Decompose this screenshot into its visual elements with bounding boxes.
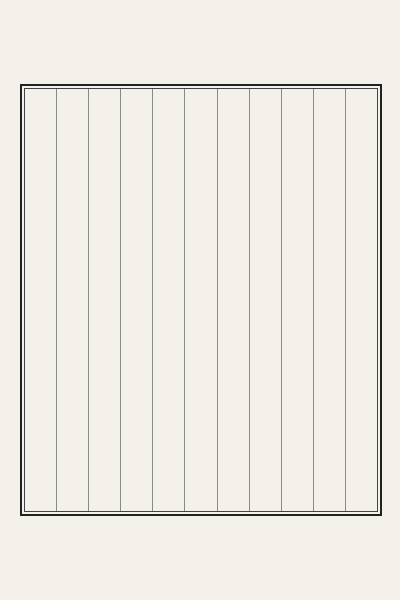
text-columns — [24, 88, 378, 512]
text-column — [249, 89, 281, 511]
text-frame — [20, 84, 382, 516]
text-column — [217, 89, 249, 511]
text-column — [25, 89, 56, 511]
text-column — [152, 89, 184, 511]
text-column — [88, 89, 120, 511]
text-column — [56, 89, 88, 511]
text-column — [313, 89, 345, 511]
text-column — [345, 89, 377, 511]
footer — [20, 518, 382, 596]
header-annotations — [18, 4, 382, 80]
text-column — [120, 89, 152, 511]
text-column — [281, 89, 313, 511]
text-column — [184, 89, 216, 511]
